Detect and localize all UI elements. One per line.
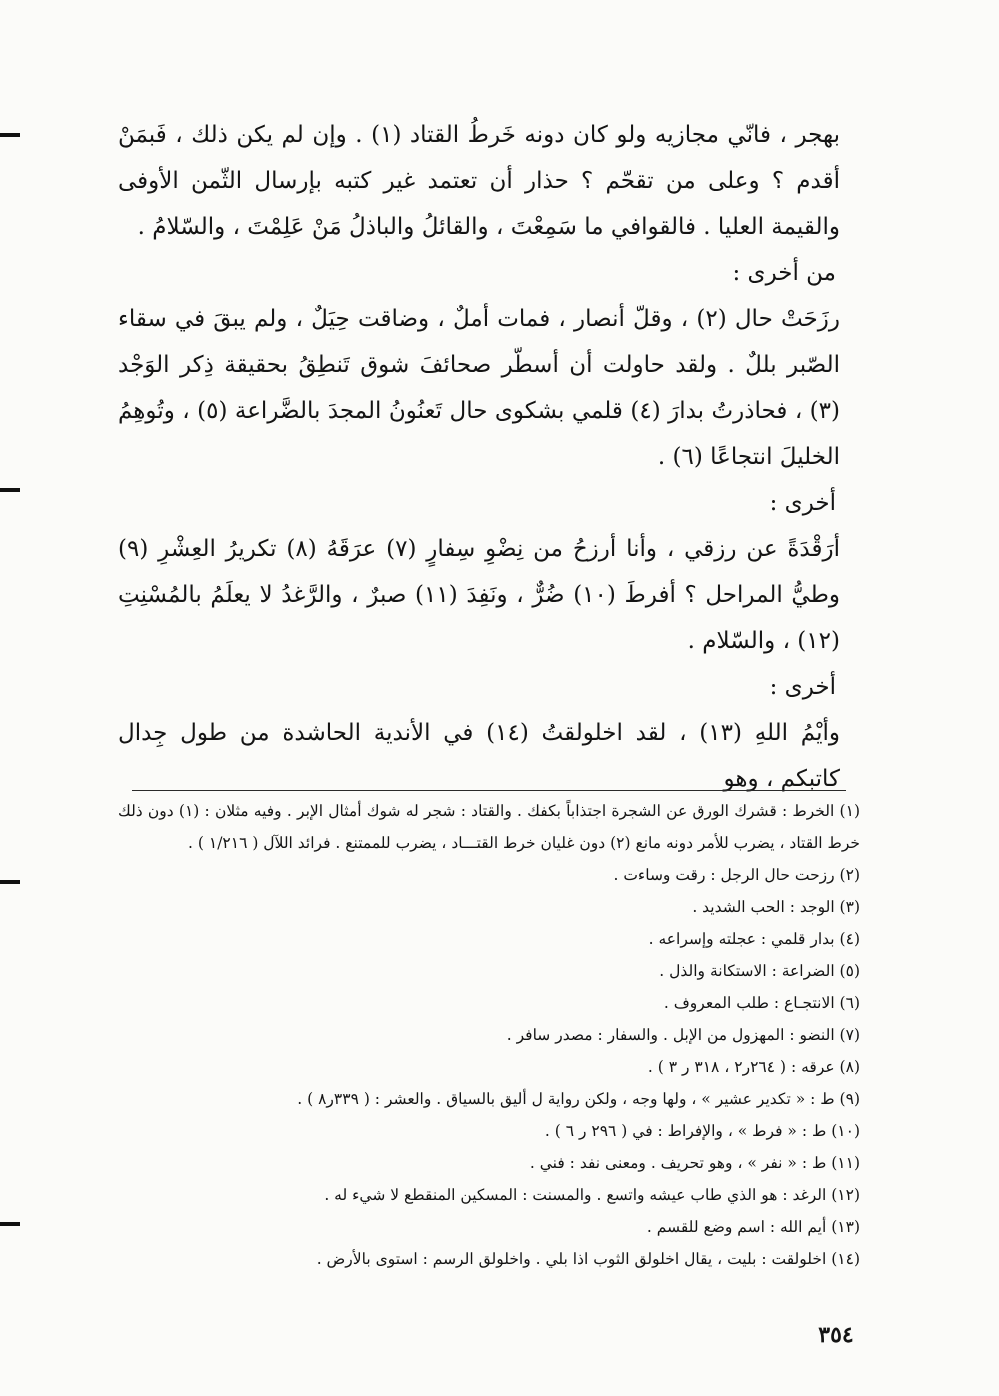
section-heading: أخرى : bbox=[769, 674, 836, 700]
footnote: (١) الخرط : قشرك الورق عن الشجرة اجتذاباً بكفك . والقتاد : شجر له شوك أمثال الإبر . وفيه مثلان : (١) دون ذلك خرط القتاد ، يضرب للأمر دونه مانع (٢) دون غليان خرط القتـــاد ، يضرب للممتنع . فرائد اللآل ( ١/٢١٦ ) . bbox=[118, 802, 860, 852]
paragraph: بهجر ، فانّي مجازيه ولو كان دونه خَرطُ القتاد (١) . وإن لم يكن ذلك ، فَبمَنْ أقدم ؟ وعلى من تقحّم ؟ حذار أن تعتمد غير كتبه بإرسال الثّمن الأوفى والقيمة العليا . فالقوافي ما سَمِعْتَ ، والقائلُ والباذلُ مَنْ عَلِمْتَ ، والسّلامُ . bbox=[118, 122, 841, 240]
page-number: ٣٥٤ bbox=[818, 1322, 854, 1348]
scan-edge-mark bbox=[0, 488, 20, 492]
footnote: (٦) الانتجـاع : طلب المعروف . bbox=[663, 994, 860, 1012]
section-heading: من أخرى : bbox=[732, 260, 836, 286]
footnote: (١٤) اخلولقت : بليت ، يقال اخلولق الثوب اذا بلي . واخلولق الرسم : استوى بالأرض . bbox=[316, 1250, 860, 1268]
scan-edge-mark bbox=[0, 880, 20, 884]
footnote: (٧) النضو : المهزول من الإبل . والسفار : مصدر سافر . bbox=[506, 1026, 860, 1044]
paragraph: وأيْمُ اللهِ (١٣) ، لقد اخلولقتُ (١٤) في الأندية الحاشدة من طول جِدال كاتبكم ، وهو bbox=[118, 720, 840, 792]
footnote-divider bbox=[132, 790, 846, 791]
footnote: (٨) عرقه : ( ٢٦٤ر٢ ، ٣١٨ ر ٣ ) . bbox=[647, 1058, 860, 1076]
paragraph: رزَحَتْ حال (٢) ، وقلّ أنصار ، فمات أملٌ ، وضاقت حِيَلٌ ، ولم يبقَ في سقاء الصّبر بللٌ . ولقد حاولت أن أسطّر صحائفَ شوق تَنطِقُ بحقيقة ذِكر الوَجْد (٣) ، فحاذرتُ بدارَ (٤) قلمي بشكوى حال تَعنُونُ المجدَ بالضَّراعة (٥) ، وتُوهِمُ الخليلَ انتجاعًا (٦) . bbox=[118, 306, 840, 470]
scan-edge-mark bbox=[0, 133, 20, 137]
footnote: (٤) بدار قلمي : عجلته وإسراعه . bbox=[648, 930, 860, 948]
footnote: (٥) الضراعة : الاستكانة والذل . bbox=[659, 962, 860, 980]
footnote: (١٣) أيم الله : اسم وضع للقسم . bbox=[646, 1218, 860, 1236]
footnote: (٩) ط : « تكدير عشير » ، ولها وجه ، ولكن رواية ل أليق بالسياق . والعشر : ( ٣٣٩ر٨ ) . bbox=[297, 1090, 860, 1108]
footnotes bbox=[118, 795, 860, 1275]
section-heading: أخرى : bbox=[769, 490, 836, 516]
footnote: (٣) الوجد : الحب الشديد . bbox=[692, 898, 860, 916]
footnote: (٢) رزحت حال الرجل : رقت وساءت . bbox=[613, 866, 860, 884]
footnote: (١٠) ط : « فرط » ، والإفراط : في ( ٢٩٦ ر ٦ ) . bbox=[544, 1122, 860, 1140]
paragraph: أرَقْدَةً عن رزقي ، وأنا أرزحُ من نِضْوِ سِفارٍ (٧) عرَقَهُ (٨) تكريرُ العِشْرِ (٩) وطيُّ المراحل ؟ أفرطَ (١٠) ضُرٌّ ، ونَفِدَ (١١) صبرٌ ، والرَّغدُ لا يعلَمُ بالمُسْنِتِ (١٢) ، والسّلام . bbox=[118, 536, 841, 654]
scan-edge-mark bbox=[0, 1222, 20, 1226]
footnote: (١١) ط : « نفر » ، وهو تحريف . ومعنى نفد : فني . bbox=[529, 1154, 860, 1172]
footnote: (١٢) الرغد : هو الذي طاب عيشه واتسع . والمسنت : المسكين المنقطع لا شيء له . bbox=[324, 1186, 860, 1204]
main-text bbox=[118, 112, 840, 802]
